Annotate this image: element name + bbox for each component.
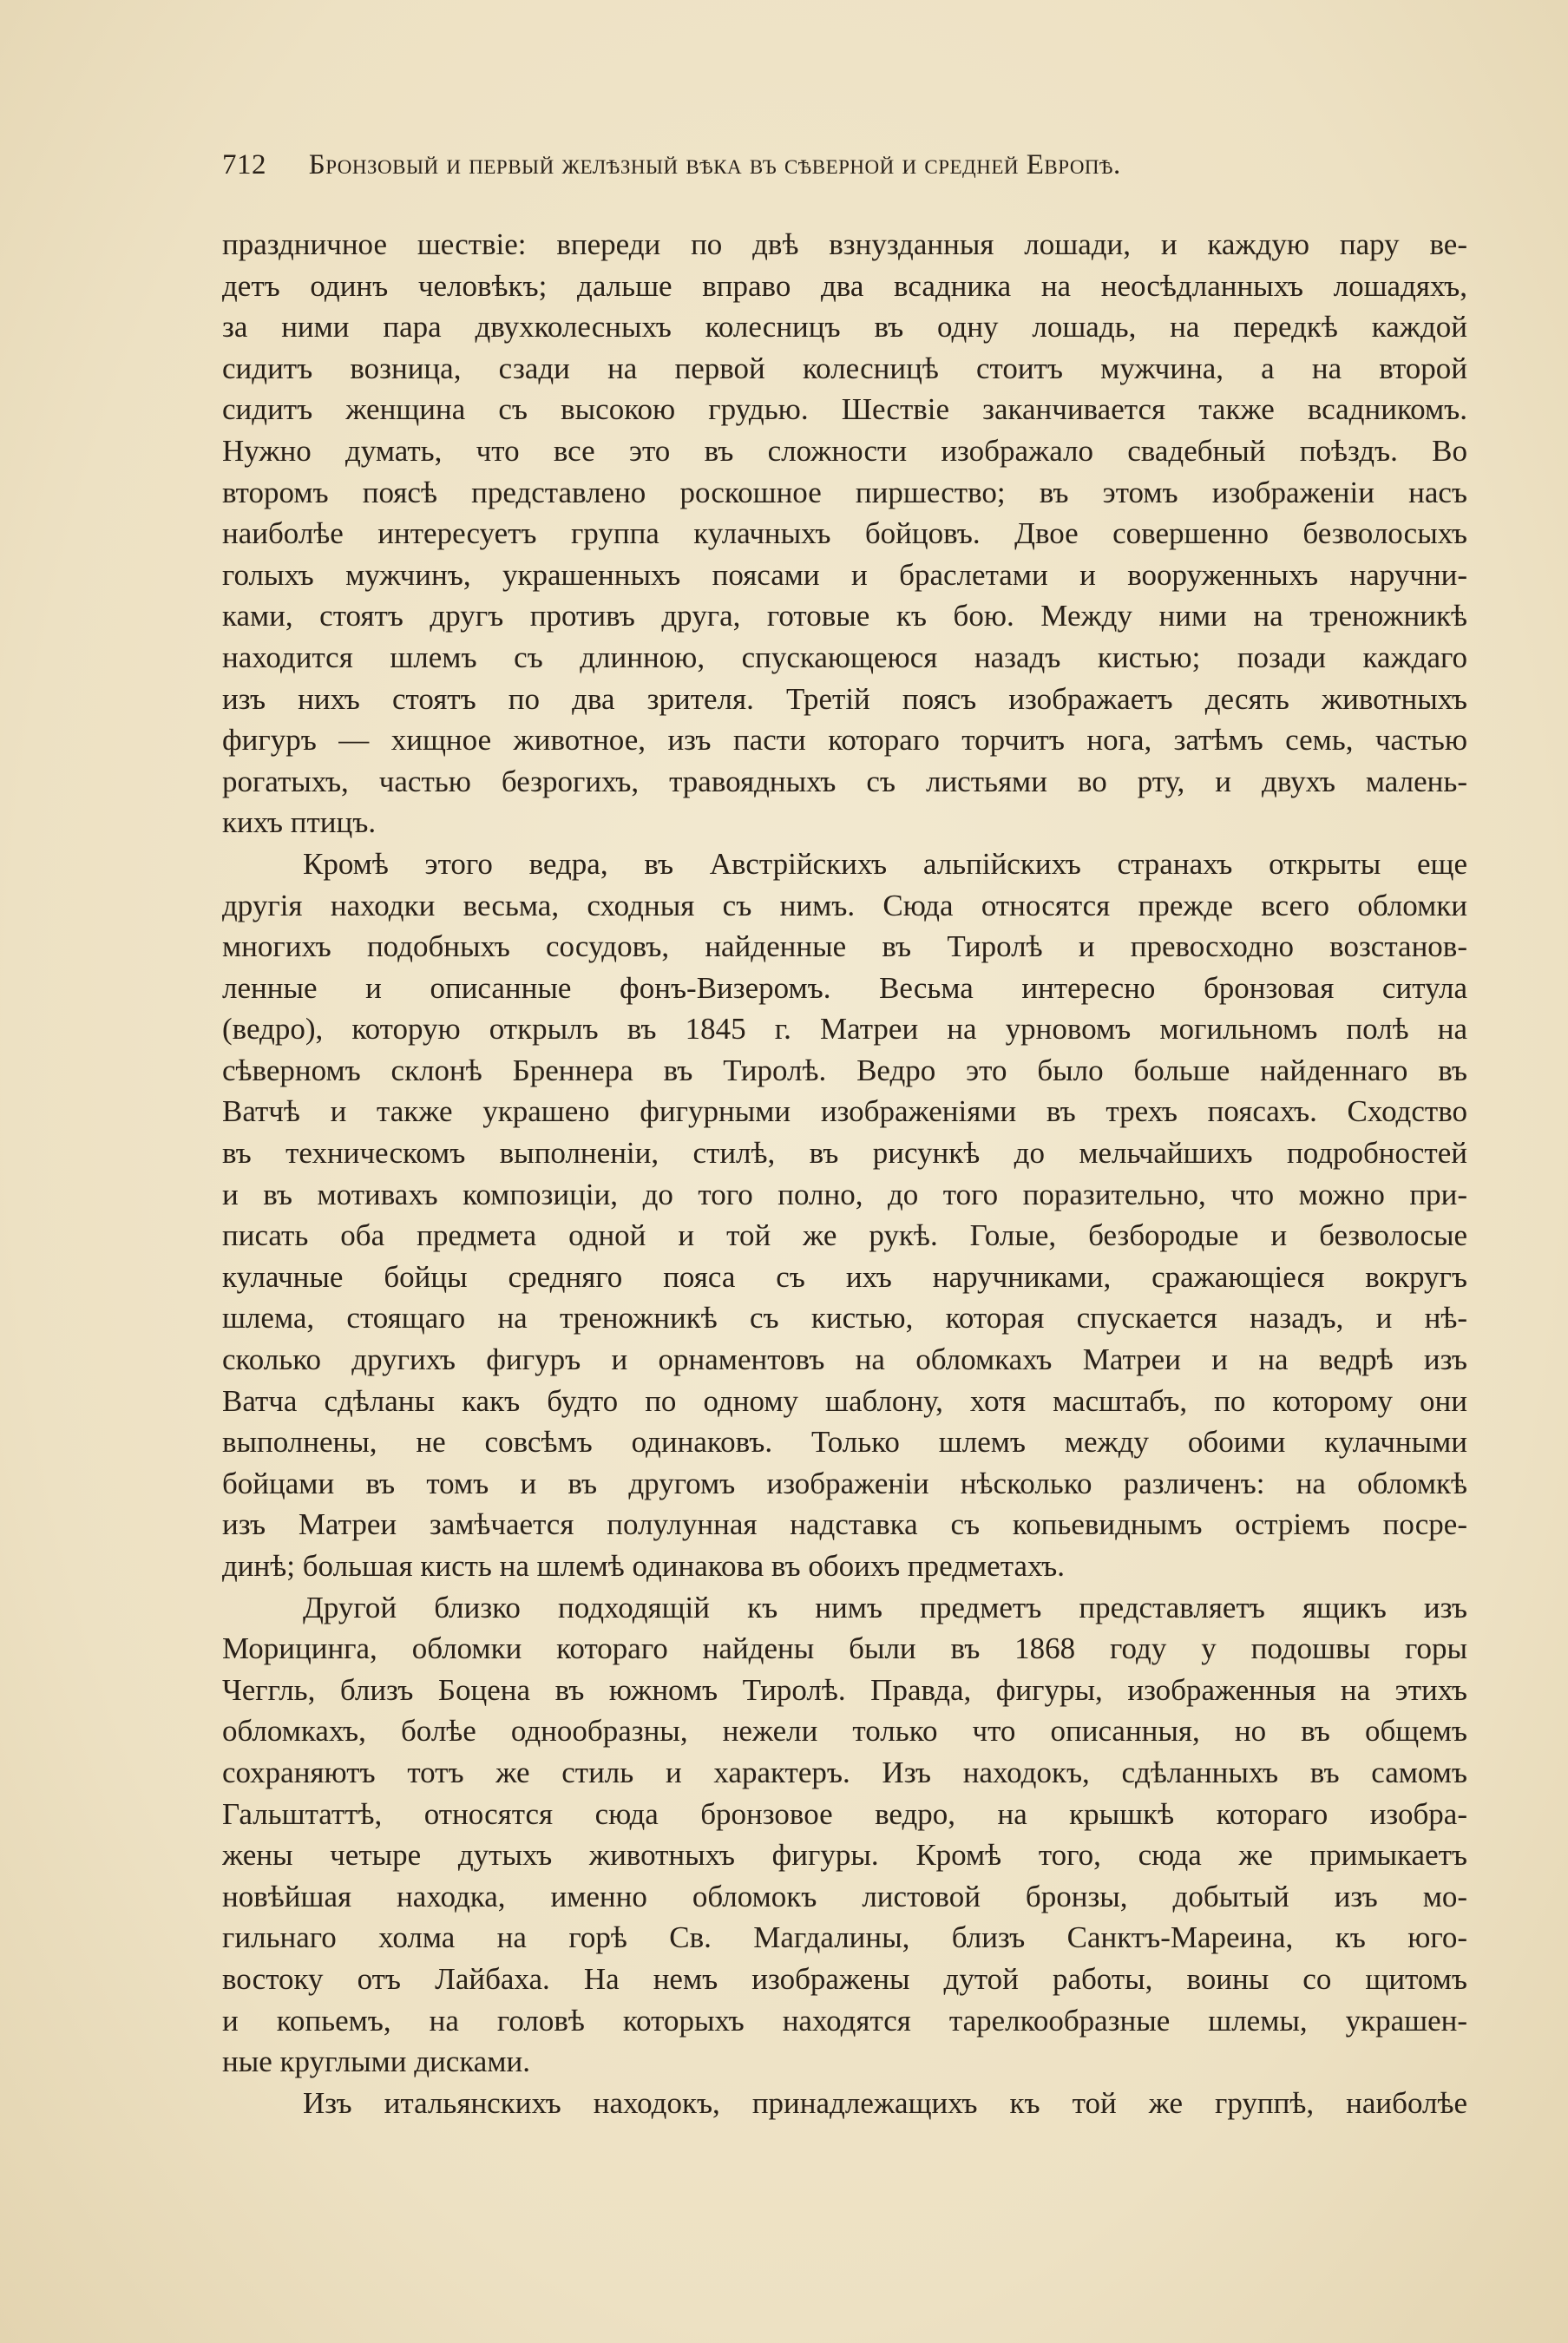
text-line: бойцами въ томъ и въ другомъ изображеніи нѣсколько различенъ: на обломкѣ — [222, 1466, 1467, 1500]
text-line: жены четыре дутыхъ животныхъ фигуры. Кромѣ того, сюда же примыкаетъ — [222, 1838, 1467, 1873]
text-line: динѣ; большая кисть на шлемѣ одинакова въ обоихъ предметахъ. — [222, 1549, 1065, 1583]
text-line: многихъ подобныхъ сосудовъ, найденные въ Тиролѣ и превосходно возстанов- — [222, 929, 1467, 964]
text-line: сколько другихъ фигуръ и орнаментовъ на обломкахъ Матреи и на ведрѣ изъ — [222, 1342, 1467, 1377]
page-number: 712 — [222, 149, 266, 180]
text-line: рогатыхъ, частью безрогихъ, травоядныхъ съ листьями во рту, и двухъ малень- — [222, 764, 1467, 798]
text-line: праздничное шествіе: впереди по двѣ взнузданныя лошади, и каждую пару ве- — [222, 227, 1467, 261]
text-line: Кромѣ этого ведра, въ Австрійскихъ альпійскихъ странахъ открыты еще — [303, 846, 1467, 881]
text-line: сидитъ женщина съ высокою грудью. Шествіе заканчивается также всадникомъ. — [222, 392, 1467, 427]
text-line: Гальштаттѣ, относятся сюда бронзовое ведро, на крышкѣ котораго изобра- — [222, 1796, 1467, 1831]
text-line: Ватча сдѣланы какъ будто по одному шаблону, хотя масштабъ, по которому они — [222, 1383, 1467, 1418]
text-line: выполнены, не совсѣмъ одинаковъ. Только шлемъ между обоими кулачными — [222, 1425, 1467, 1460]
text-line: писать оба предмета одной и той же рукѣ. Голые, безбородые и безволосые — [222, 1218, 1467, 1253]
text-line: Другой близко подходящій къ нимъ предметъ представляетъ ящикъ изъ — [303, 1590, 1467, 1624]
text-line: изъ нихъ стоятъ по два зрителя. Третій поясъ изображаетъ десять животныхъ — [222, 681, 1467, 716]
text-line: сидитъ возница, сзади на первой колесницѣ стоитъ мужчина, а на второй — [222, 351, 1467, 385]
text-line: ленные и описанные фонъ-Визеромъ. Весьма интересно бронзовая ситула — [222, 970, 1467, 1005]
text-line: изъ Матреи замѣчается полулунная надставка съ копьевиднымъ остріемъ посре- — [222, 1507, 1467, 1542]
text-line: за ними пара двухколесныхъ колесницъ въ одну лошадь, на передкѣ каждой — [222, 310, 1467, 345]
text-line: наиболѣе интересуетъ группа кулачныхъ бойцовъ. Двое совершенно безволосыхъ — [222, 516, 1467, 551]
running-title: Бронзовый и первый желѣзный вѣка въ сѣверной и средней Европѣ. — [308, 149, 1121, 180]
text-line: голыхъ мужчинъ, украшенныхъ поясами и браслетами и вооруженныхъ наручни- — [222, 557, 1467, 592]
text-line: въ техническомъ выполненіи, стилѣ, въ рисункѣ до мельчайшихъ подробностей — [222, 1136, 1467, 1171]
text-line: находится шлемъ съ длинною, спускающеюся назадъ кистью; позади каждаго — [222, 640, 1467, 674]
text-line: ные круглыми дисками. — [222, 2044, 530, 2079]
text-line: второмъ поясѣ представлено роскошное пиршество; въ этомъ изображеніи насъ — [222, 475, 1467, 509]
text-line: фигуръ — хищное животное, изъ пасти котораго торчитъ нога, затѣмъ семь, частью — [222, 723, 1467, 758]
text-line: и въ мотивахъ композиціи, до того полно, до того поразительно, что можно при- — [222, 1177, 1467, 1211]
text-line: (ведро), которую открылъ въ 1845 г. Матреи на урновомъ могильномъ полѣ на — [222, 1012, 1467, 1047]
text-line: Изъ итальянскихъ находокъ, принадлежащихъ къ той же группѣ, наиболѣе — [303, 2085, 1467, 2120]
text-line: востоку отъ Лайбаха. На немъ изображены дутой работы, воины со щитомъ — [222, 1961, 1467, 1996]
text-line: Нужно думать, что все это въ сложности изображало свадебный поѣздъ. Во — [222, 433, 1467, 468]
text-line: и копьемъ, на головѣ которыхъ находятся тарелкообразные шлемы, украшен- — [222, 2003, 1467, 2038]
text-line: новѣйшая находка, именно обломокъ листовой бронзы, добытый изъ мо- — [222, 1879, 1467, 1913]
text-line: гильнаго холма на горѣ Св. Магдалины, близъ Санктъ-Мареина, къ юго- — [222, 1920, 1467, 1955]
text-line: ками, стоятъ другъ противъ друга, готовые къ бою. Между ними на треножникѣ — [222, 599, 1467, 633]
text-line: Морицинга, обломки котораго найдены были въ 1868 году у подошвы горы — [222, 1631, 1467, 1666]
text-line: обломкахъ, болѣе однообразны, нежели только что описанныя, но въ общемъ — [222, 1714, 1467, 1749]
page-header — [222, 149, 1437, 193]
text-line: Ватчѣ и также украшено фигурными изображеніями въ трехъ поясахъ. Сходство — [222, 1094, 1467, 1129]
text-line: кулачные бойцы средняго пояса съ ихъ наручниками, сражающіеся вокругъ — [222, 1259, 1467, 1294]
text-line: сѣверномъ склонѣ Бреннера въ Тиролѣ. Ведро это было больше найденнаго въ — [222, 1053, 1467, 1087]
text-line: сохраняютъ тотъ же стиль и характеръ. Изъ находокъ, сдѣланныхъ въ самомъ — [222, 1755, 1467, 1789]
body-text — [222, 224, 1467, 2123]
text-line: детъ одинъ человѣкъ; дальше вправо два всадника на неосѣдланныхъ лошадяхъ, — [222, 268, 1467, 303]
text-line: шлема, стоящаго на треножникѣ съ кистью, которая спускается назадъ, и нѣ- — [222, 1301, 1467, 1336]
text-line: другія находки весьма, сходныя съ нимъ. Сюда относятся прежде всего обломки — [222, 888, 1467, 922]
text-line: кихъ птицъ. — [222, 805, 377, 840]
text-line: Чеггль, близъ Боцена въ южномъ Тиролѣ. Правда, фигуры, изображенныя на этихъ — [222, 1672, 1467, 1707]
